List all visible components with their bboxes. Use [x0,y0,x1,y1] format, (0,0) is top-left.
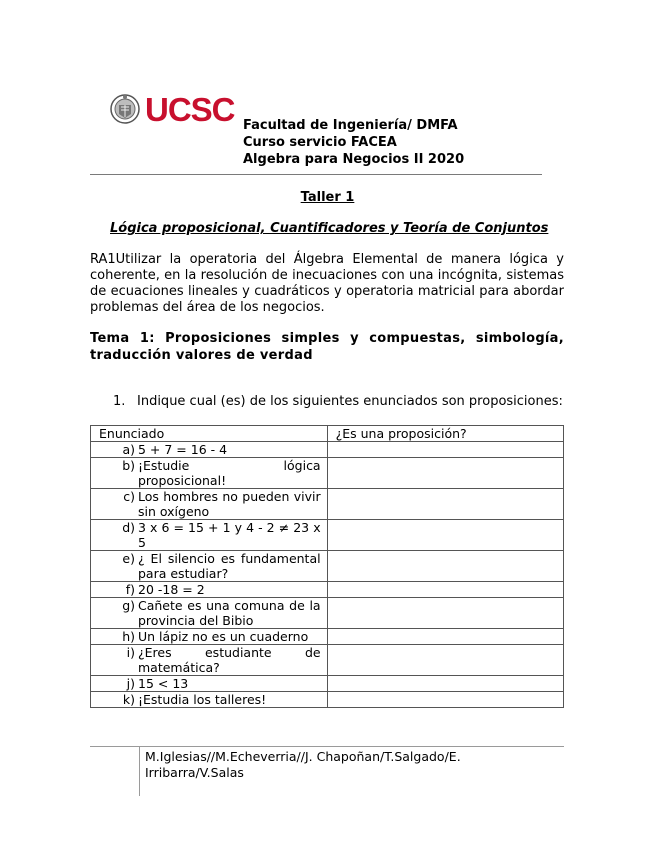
statement-text: 5 + 7 = 16 - 4 [138,442,228,457]
footer-divider [90,746,564,747]
course-service-line: Curso servicio FACEA [243,135,397,150]
course-name-line: Algebra para Negocios II 2020 [243,152,465,167]
table-row [91,458,564,489]
answer-cell[interactable] [327,629,563,645]
statement-text: ¿Eres estudiante de matemática? [138,645,321,675]
column-header-statement: Enunciado [91,426,328,442]
page-title: Taller 1 [300,190,355,205]
table-header-row [91,426,564,442]
statement-letter: j) [126,676,135,691]
statement-letter: b) [122,458,135,473]
table-row [91,629,564,645]
statement-letter: g) [122,598,135,613]
question-number: 1. [113,394,126,409]
table-row [91,676,564,692]
table-row [91,520,564,551]
table-row [91,551,564,582]
learning-outcome-paragraph: RA1Utilizar la operatoria del Álgebra Elemental de manera lógica y coherente, en la resolución de inecuaciones con una incógnita, sistemas de ecuaciones lineales y cuadráticos y operatoria matricial para abordar problemas del área de los negocios. [90,252,564,315]
statement-text: ¡Estudie lógica proposicional! [138,458,321,488]
table-row [91,489,564,520]
statement-letter: c) [123,489,135,504]
table-row [91,582,564,598]
table-row [91,598,564,629]
question-1 [113,394,563,409]
statement-text: Cañete es una comuna de la provincia del Bibio [138,598,321,628]
statement-cell [91,458,328,489]
question-text: Indique cual (es) de los siguientes enunciados son proposiciones: [137,394,563,409]
statement-letter: k) [122,692,135,707]
statement-text: Los hombres no pueden vivir sin oxígeno [138,489,321,519]
statement-text: 20 -18 = 2 [138,582,205,597]
answer-cell[interactable] [327,551,563,582]
statement-cell [91,582,328,598]
ucsc-wordmark: UCSC [145,91,235,128]
university-seal-icon [110,93,140,126]
table-row [91,442,564,458]
page-subtitle: Lógica proposicional, Cuantificadores y Teoría de Conjuntos [110,221,549,236]
statement-cell [91,629,328,645]
answer-cell[interactable] [327,598,563,629]
statement-letter: h) [122,629,135,644]
answer-cell[interactable] [327,520,563,551]
header-divider [90,174,542,175]
ucsc-logo [110,91,235,129]
statement-cell [91,551,328,582]
statement-letter: e) [122,551,135,566]
statement-cell [91,442,328,458]
statement-text: ¿ El silencio es fundamental para estudiar? [138,551,321,581]
statement-letter: f) [125,582,135,597]
statement-text: ¡Estudia los talleres! [138,692,267,707]
statement-cell [91,692,328,708]
column-header-is-proposition: ¿Es una proposición? [327,426,563,442]
statement-cell [91,520,328,551]
statement-letter: a) [122,442,135,457]
statement-text: 15 < 13 [138,676,189,691]
topic-heading: Tema 1: Proposiciones simples y compuestas, simbología, traducción valores de verdad [90,331,564,363]
propositions-table [90,425,564,708]
statement-cell [91,645,328,676]
course-header [243,117,464,168]
statement-cell [91,676,328,692]
answer-cell[interactable] [327,676,563,692]
footer-authors: M.Iglesias//M.Echeverria//J. Chapoñan/T.Salgado/E. Irribarra/V.Salas [145,749,461,780]
statement-letter: d) [122,520,135,535]
statement-text: 3 x 6 = 15 + 1 y 4 - 2 ≠ 23 x 5 [138,520,321,550]
answer-cell[interactable] [327,692,563,708]
answer-cell[interactable] [327,442,563,458]
answer-cell[interactable] [327,458,563,489]
table-row [91,692,564,708]
table-row [91,645,564,676]
answer-cell[interactable] [327,489,563,520]
statement-cell [91,598,328,629]
statement-cell [91,489,328,520]
statement-letter: i) [126,645,135,660]
answer-cell[interactable] [327,645,563,676]
answer-cell[interactable] [327,582,563,598]
table-body [91,442,564,708]
footer-vertical-divider [139,746,140,796]
statement-text: Un lápiz no es un cuaderno [138,629,309,644]
faculty-line: Facultad de Ingeniería/ DMFA [243,118,458,133]
